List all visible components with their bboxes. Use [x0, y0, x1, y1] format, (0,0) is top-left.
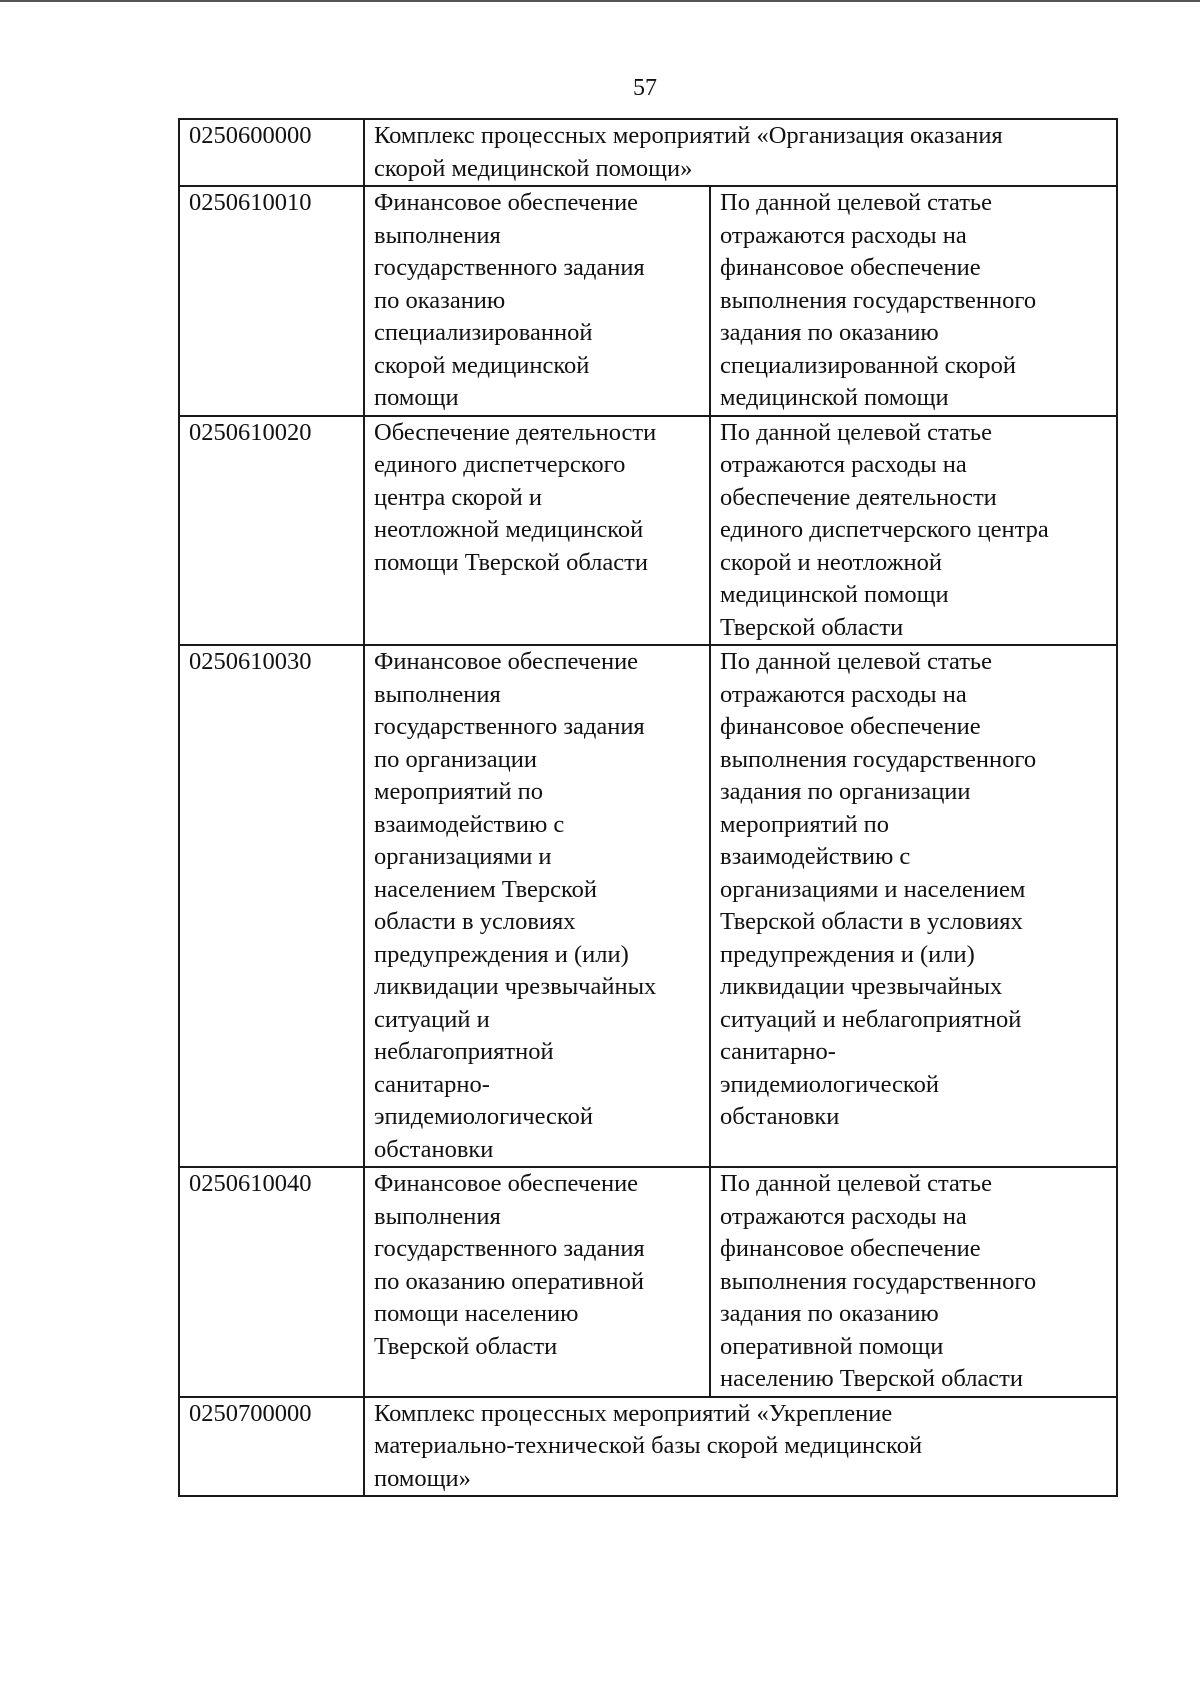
table-row-group — [179, 1397, 1117, 1497]
table-row — [179, 186, 1117, 416]
code-cell: 0250610040 — [179, 1167, 364, 1397]
code-cell: 0250600000 — [179, 119, 364, 186]
item-name-cell: Финансовое обеспечение выполнения государственного задания по оказанию оперативной помощи населению Тверской области — [364, 1167, 710, 1397]
group-title-cell: Комплекс процессных мероприятий «Организация оказания скорой медицинской помощи» — [364, 119, 1117, 186]
scan-edge — [0, 0, 1200, 2]
code-cell: 0250610020 — [179, 416, 364, 646]
table-row-group — [179, 119, 1117, 186]
item-name-cell: Обеспечение деятельности единого диспетчерского центра скорой и неотложной медицинской помощи Тверской области — [364, 416, 710, 646]
item-description-cell: По данной целевой статье отражаются расходы на финансовое обеспечение выполнения государственного задания по оказанию специализированной скорой медицинской помощи — [710, 186, 1117, 416]
item-name-cell: Финансовое обеспечение выполнения государственного задания по организации мероприятий по взаимодействию с организациями и населением Тверской области в условиях предупреждения и (или) ликвидации чрезвычайных ситуаций и неблагоприятной санитарно- эпидемиологической обстановки — [364, 645, 710, 1167]
item-description-cell: По данной целевой статье отражаются расходы на финансовое обеспечение выполнения государственного задания по организации мероприятий по взаимодействию с организациями и населением Тверской области в условиях предупреждения и (или) ликвидации чрезвычайных ситуаций и неблагоприятной санитарно- эпидемиологической обстановки — [710, 645, 1117, 1167]
table-row — [179, 645, 1117, 1167]
code-cell: 0250610030 — [179, 645, 364, 1167]
item-description-cell: По данной целевой статье отражаются расходы на финансовое обеспечение выполнения государственного задания по оказанию оперативной помощи населению Тверской области — [710, 1167, 1117, 1397]
table-row — [179, 1167, 1117, 1397]
code-cell: 0250700000 — [179, 1397, 364, 1497]
code-cell: 0250610010 — [179, 186, 364, 416]
group-title-cell: Комплекс процессных мероприятий «Укрепление материально-технической базы скорой медицинской помощи» — [364, 1397, 1117, 1497]
table-row — [179, 416, 1117, 646]
item-description-cell: По данной целевой статье отражаются расходы на обеспечение деятельности единого диспетчерского центра скорой и неотложной медицинской помощи Тверской области — [710, 416, 1117, 646]
budget-classification-table — [178, 118, 1118, 1497]
page-number: 57 — [633, 75, 657, 101]
item-name-cell: Финансовое обеспечение выполнения государственного задания по оказанию специализированной скорой медицинской помощи — [364, 186, 710, 416]
